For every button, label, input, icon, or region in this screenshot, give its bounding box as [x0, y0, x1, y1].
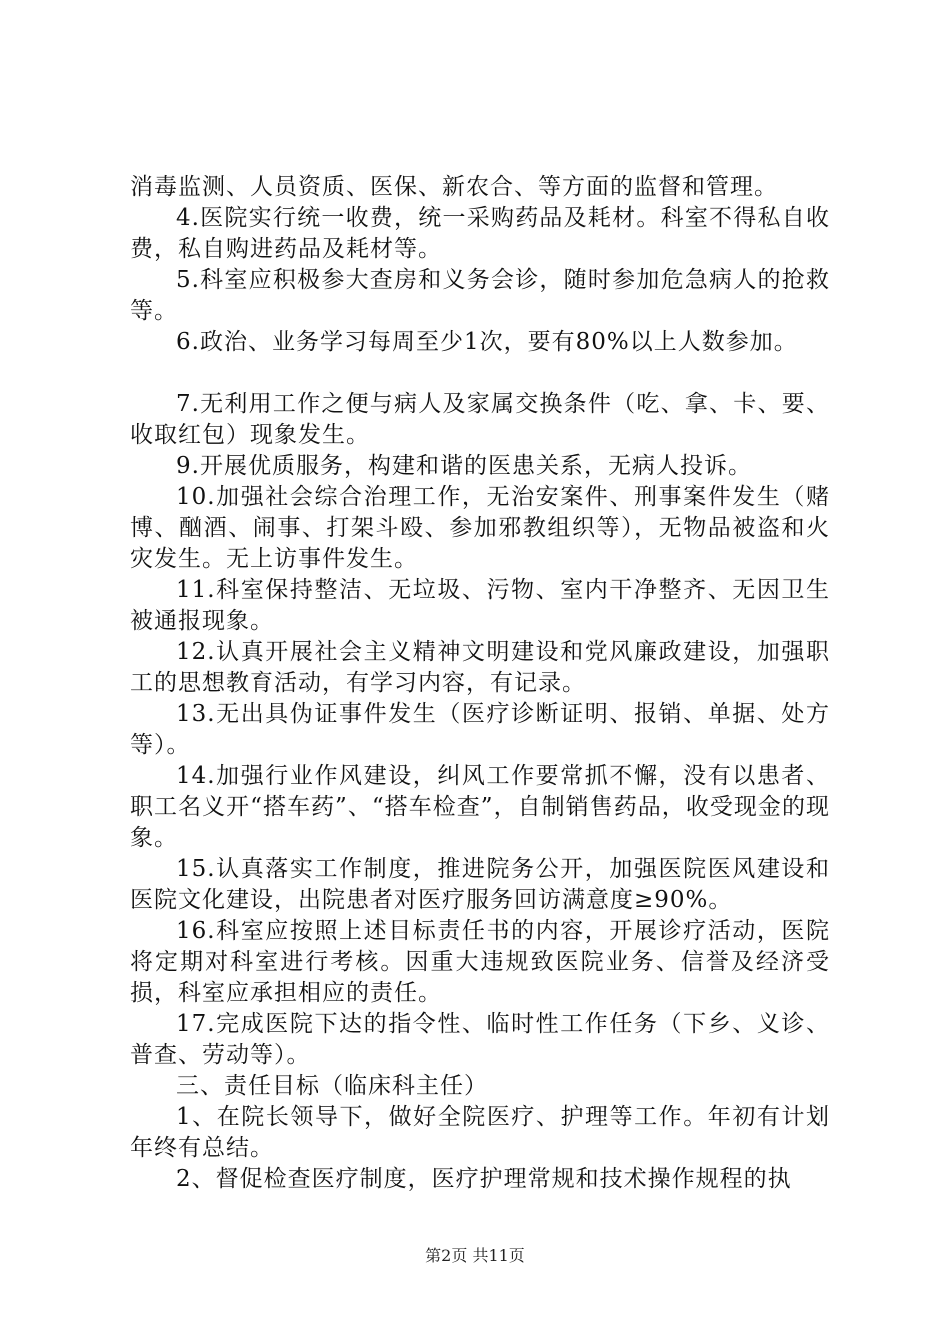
paragraph-target-2: 2、督促检查医疗制度，医疗护理常规和技术操作规程的执 — [176, 1166, 792, 1192]
paragraph-item-7: 7.无利用工作之便与病人及家属交换条件（吃、拿、卡、要、收取红包）现象发生。 — [130, 391, 830, 448]
paragraph-item-15: 15.认真落实工作制度，推进院务公开，加强医院医风建设和医院文化建设，出院患者对医疗服务回访满意度≥90%。 — [130, 856, 830, 913]
document-body — [130, 172, 830, 1195]
section-heading: 三、责任目标（临床科主任） — [176, 1073, 488, 1099]
blank-line — [130, 358, 830, 389]
paragraph-target-1: 1、在院长领导下，做好全院医疗、护理等工作。年初有计划年终有总结。 — [130, 1104, 830, 1161]
paragraph-item-16: 16.科室应按照上述目标责任书的内容，开展诊疗活动，医院将定期对科室进行考核。因重大违规致医院业务、信誉及经济受损，科室应承担相应的责任。 — [130, 918, 830, 1006]
paragraph-item-17: 17.完成医院下达的指令性、临时性工作任务（下乡、义诊、普查、劳动等）。 — [130, 1011, 830, 1068]
paragraph-item-5: 5.科室应积极参大查房和义务会诊，随时参加危急病人的抢救等。 — [130, 267, 830, 324]
paragraph-item-6: 6.政治、业务学习每周至少1次，要有80%以上人数参加。 — [176, 329, 798, 355]
paragraph-item-11: 11.科室保持整洁、无垃圾、污物、室内干净整齐、无因卫生被通报现象。 — [130, 577, 830, 634]
paragraph-item-4: 4.医院实行统一收费，统一采购药品及耗材。科室不得私自收费，私自购进药品及耗材等。 — [130, 205, 830, 262]
paragraph-item-12: 12.认真开展社会主义精神文明建设和党风廉政建设，加强职工的思想教育活动，有学习内容，有记录。 — [130, 639, 830, 696]
paragraph-item-10: 10.加强社会综合治理工作，无治安案件、刑事案件发生（赌博、酗酒、闹事、打架斗殴、参加邪教组织等），无物品被盗和火灾发生。无上访事件发生。 — [130, 484, 830, 572]
paragraph-item-13: 13.无出具伪证事件发生（医疗诊断证明、报销、单据、处方等）。 — [130, 701, 830, 758]
page-footer: 第2页 共11页 — [425, 1246, 525, 1265]
paragraph-item-14: 14.加强行业作风建设，纠风工作要常抓不懈，没有以患者、职工名义开“搭车药”、“搭车检查”，自制销售药品，收受现金的现象。 — [130, 763, 830, 851]
paragraph-continuation: 消毒监测、人员资质、医保、新农合、等方面的监督和管理。 — [130, 174, 778, 200]
paragraph-item-9: 9.开展优质服务，构建和谐的医患关系，无病人投诉。 — [176, 453, 752, 479]
